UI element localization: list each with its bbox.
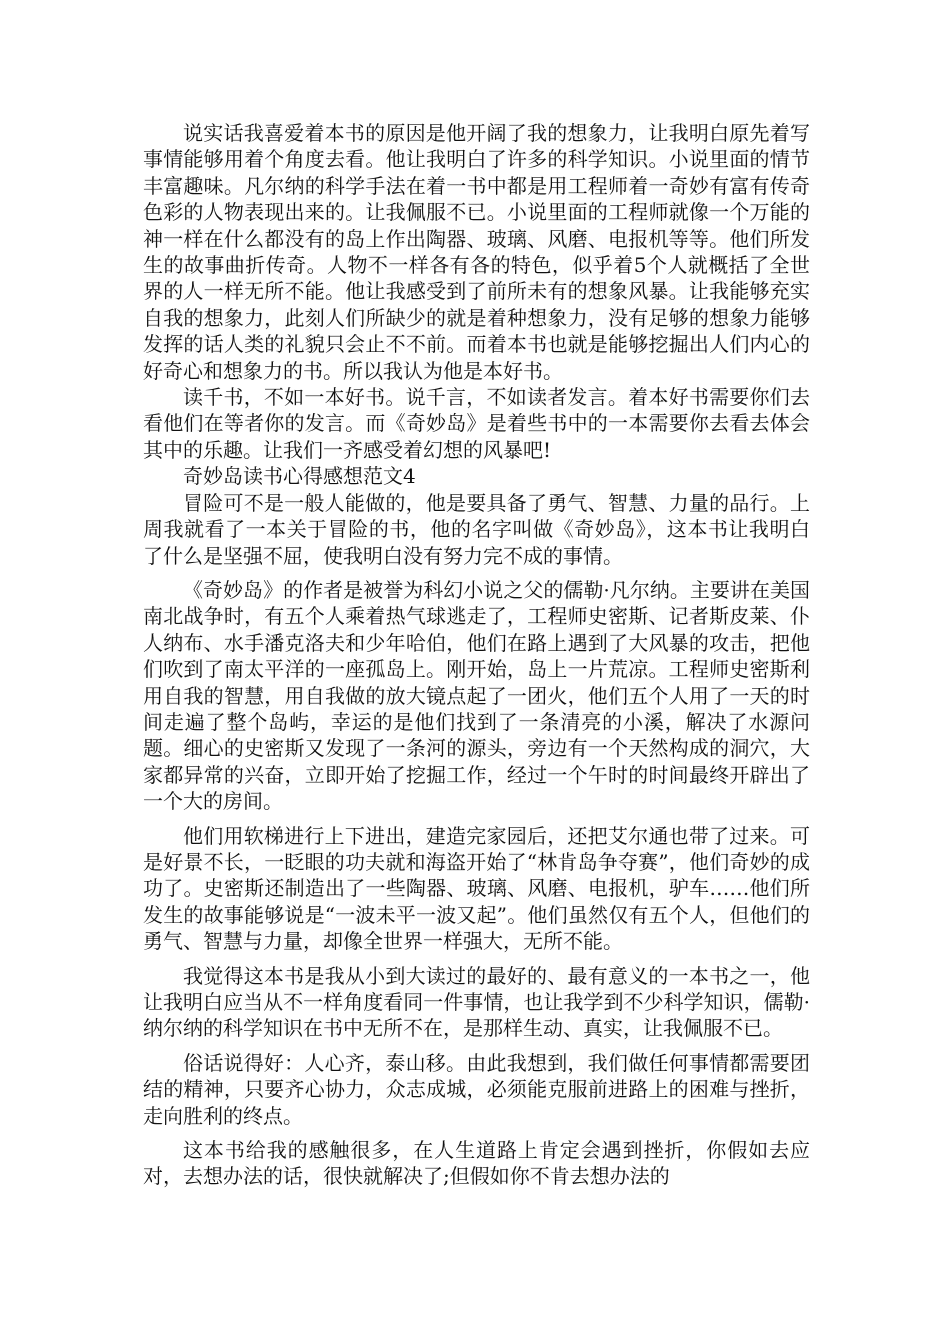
paragraph-unity: 俗话说得好：人心齐，泰山移。由此我想到，我们做任何事情都需要团结的精神，只要齐心协力，众志成城，必须能克服前进路上的困难与挫折，走向胜利的终点。 bbox=[143, 1050, 810, 1128]
paragraph-adventure-intro: 冒险可不是一般人能做的，他是要具备了勇气、智慧、力量的品行。上周我就看了一本关于冒险的书，他的名字叫做《奇妙岛》，这本书让我明白了什么是坚强不屈，使我明白没有努力完不成的事情。 bbox=[143, 490, 810, 568]
paragraph-good-book: 读千书，不如一本好书。说千言，不如读者发言。着本好书需要你们去看他们在等者你的发言。而《奇妙岛》是着些书中的一本需要你去看去体会其中的乐趣。让我们一齐感受着幻想的风暴吧! bbox=[143, 385, 810, 462]
section-heading: 奇妙岛读书心得感想范文4 bbox=[183, 464, 416, 489]
paragraph-story-summary: 《奇妙岛》的作者是被誉为科幻小说之父的儒勒·凡尔纳。主要讲在美国南北战争时，有五个人乘着热气球逃走了，工程师史密斯、记者斯皮莱、仆人纳布、水手潘克洛夫和少年哈伯，他们在路上遇到了大风暴的攻击，把他们吹到了南太平洋的一座孤岛上。刚开始，岛上一片荒凉。工程师史密斯利用自我的智慧，用自我做的放大镜点起了一团火，他们五个人用了一天的时间走遍了整个岛屿，幸运的是他们找到了一条清亮的小溪，解决了水源问题。细心的史密斯又发现了一条河的源头，旁边有一个天然构成的洞穴，大家都异常的兴奋，立即开始了挖掘工作，经过一个午时的时间最终开辟出了一个大的房间。 bbox=[143, 577, 810, 814]
paragraph-best-book: 我觉得这本书是我从小到大读过的最好的、最有意义的一本书之一，他让我明白应当从不一样角度看同一件事情，也让我学到不少科学知识，儒勒·纳尔纳的科学知识在书中无所不在，是那样生动、真实，让我佩服不已。 bbox=[143, 963, 810, 1041]
paragraph-imagination: 说实话我喜爱着本书的原因是他开阔了我的想象力，让我明白原先着写事情能够用着个角度去看。他让我明白了许多的科学知识。小说里面的情节丰富趣味。凡尔纳的科学手法在着一书中都是用工程师着一奇妙有富有传奇色彩的人物表现出来的。让我佩服不已。小说里面的工程师就像一个万能的神一样在什么都没有的岛上作出陶器、玻璃、风磨、电报机等等。他们所发生的故事曲折传奇。人物不一样各有各的特色，似乎着5个人就概括了全世界的人一样无所不能。他让我感受到了前所未有的想象风暴。让我能够充实自我的想象力，此刻人们所缺少的就是着种想象力，没有足够的想象力能够发挥的话人类的礼貌只会止不不前。而着本书也就是能够挖掘出人们内心的好奇心和想象力的书。所以我认为他是本好书。 bbox=[143, 121, 810, 383]
document-page bbox=[143, 120, 810, 1190]
paragraph-building-home: 他们用软梯进行上下进出，建造完家园后，还把艾尔通也带了过来。可是好景不长，一眨眼的功夫就和海盗开始了“林肯岛争夺赛”，他们奇妙的成功了。史密斯还制造出了一些陶器、玻璃、风磨、电报机，驴车……他们所发生的故事能够说是“一波未平一波又起”。他们虽然仅有五个人，但他们的勇气、智慧与力量，却像全世界一样强大，无所不能。 bbox=[143, 823, 810, 954]
paragraph-reflection: 这本书给我的感触很多，在人生道路上肯定会遇到挫折，你假如去应对，去想办法的话，很快就解决了;但假如你不肯去想办法的 bbox=[143, 1138, 810, 1189]
